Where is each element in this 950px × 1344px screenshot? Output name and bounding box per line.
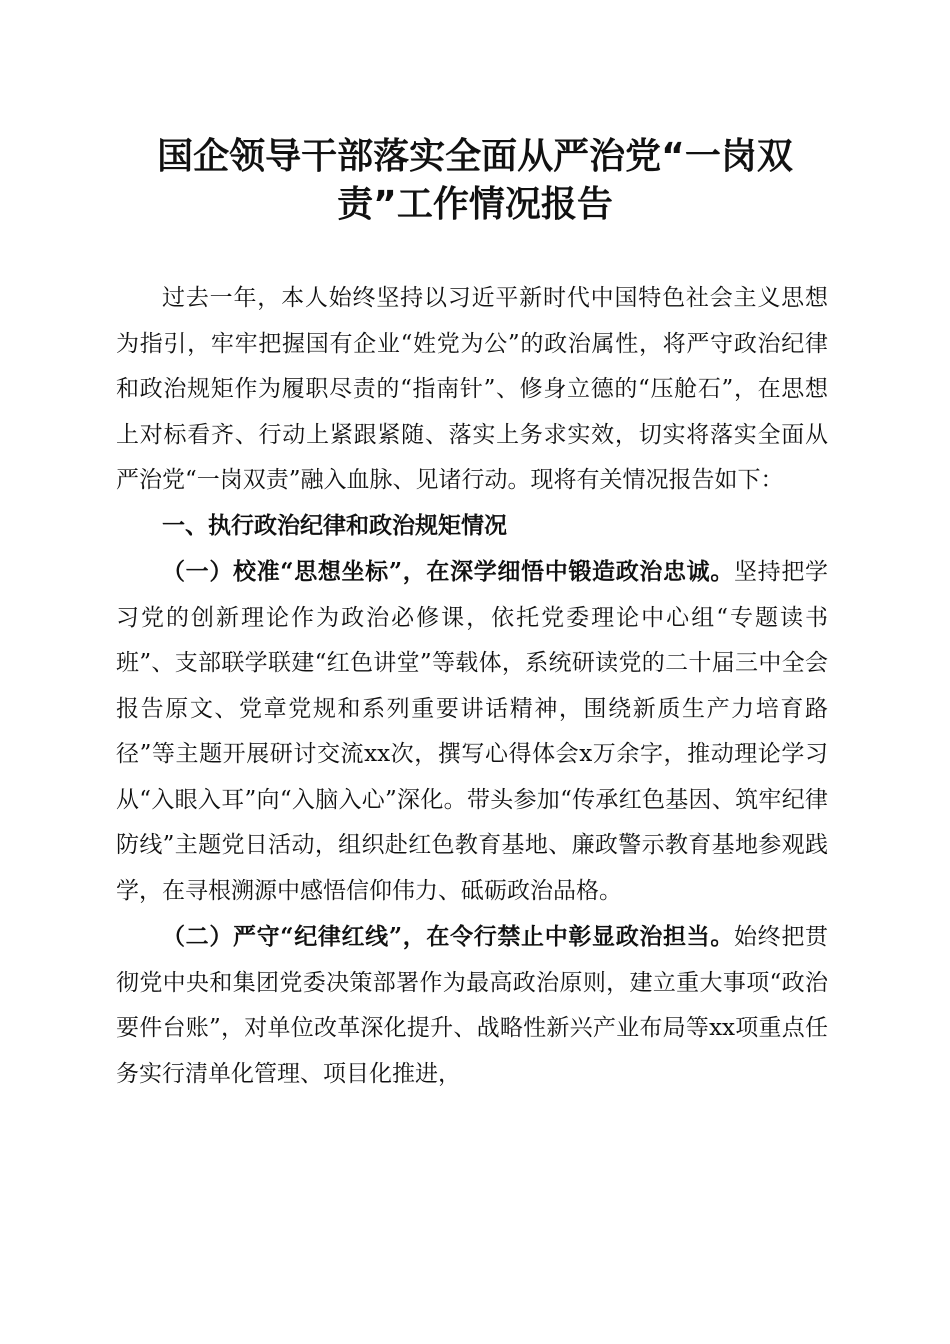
subsection-2-heading: （二）严守“纪律红线”，在令行禁止中彰显政治担当。 [162,923,735,950]
subsection-2-body: 始终把贯彻党中央和集团党委决策部署作为最高政治原则，建立重大事项“政治要件台账”，对单位改革深化提升、战略性新兴产业布局等xx项重点任务实行清单化管理、项目化推进， [116,924,829,1087]
subsection-1-heading: （一）校准“思想坐标”，在深学细悟中锻造政治忠诚。 [162,558,735,585]
document-body [116,276,828,1097]
document-title [120,133,830,229]
title-line-2: 责”工作情况报告 [337,184,613,225]
section-1-heading: 一、执行政治纪律和政治规矩情况 [162,512,507,539]
title-line-1: 国企领导干部落实全面从严治党“一岗双 [157,136,793,177]
subsection-1-paragraph [116,549,828,914]
intro-paragraph: 过去一年，本人始终坚持以习近平新时代中国特色社会主义思想为指引，牢牢把握国有企业“姓党为公”的政治属性，将严守政治纪律和政治规矩作为履职尽责的“指南针”、修身立德的“压舱石”，在思想上对标看齐、行动上紧跟紧随、落实上务求实效，切实将落实全面从严治党“一岗双责”融入血脉、见诸行动。现将有关情况报告如下： [116,285,828,493]
subsection-2-paragraph [116,914,828,1097]
subsection-1-body: 坚持把学习党的创新理论作为政治必修课，依托党委理论中心组“专题读书班”、支部联学联建“红色讲堂”等载体，系统研读党的二十届三中全会报告原文、党章党规和系列重要讲话精神，围绕新质生产力培育路径”等主题开展研讨交流xx次，撰写心得体会x万余字，推动理论学习从“入眼入耳”向“入脑入心”深化。带头参加“传承红色基因、筑牢纪律防线”主题党日活动，组织赴红色教育基地、廉政警示教育基地参观践学，在寻根溯源中感悟信仰伟力、砥砺政治品格。 [116,559,829,904]
